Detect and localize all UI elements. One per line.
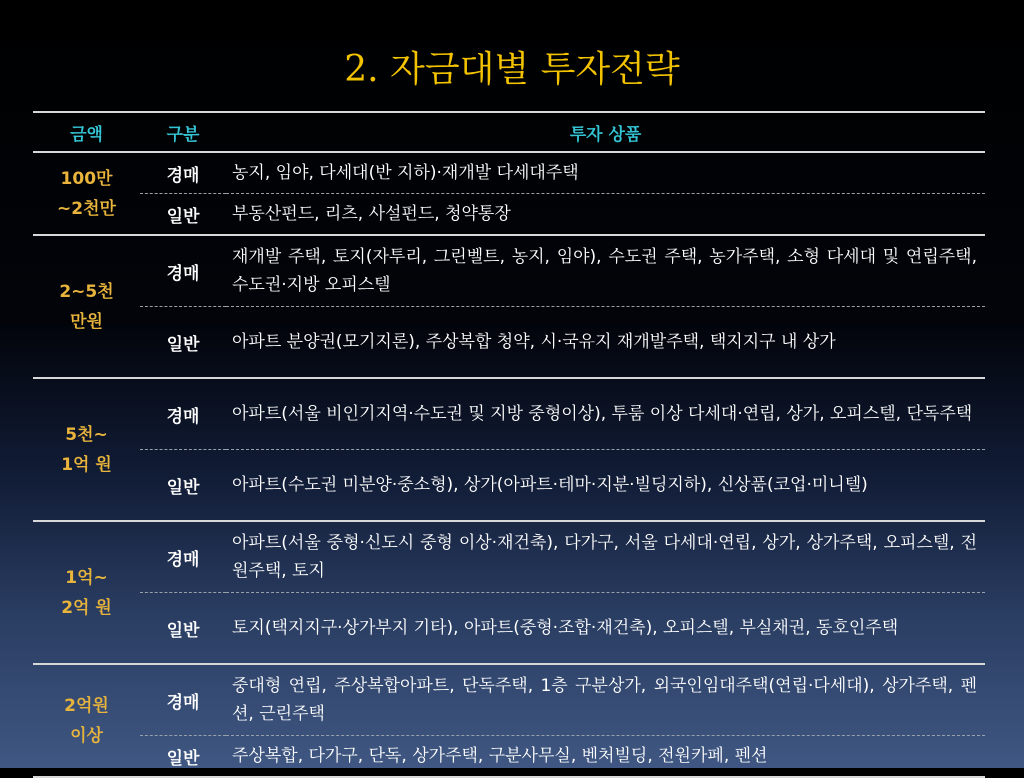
amount-cell bbox=[33, 664, 140, 777]
header-amount: 금액 bbox=[33, 112, 140, 152]
amount-label: 2~5천 만원 bbox=[59, 281, 114, 332]
general-products: 토지(택지지구·상가부지 기타), 아파트(중형·조합·재건축), 오피스텔, 부실채권, 동호인주택 bbox=[226, 593, 985, 665]
table-row bbox=[33, 450, 985, 522]
amount-cell bbox=[33, 235, 140, 378]
type-general: 일반 bbox=[140, 307, 226, 379]
amount-cell bbox=[33, 378, 140, 521]
investment-strategy-table bbox=[33, 111, 985, 778]
general-products: 부동산펀드, 리츠, 사설펀드, 청약통장 bbox=[226, 194, 985, 236]
type-auction: 경매 bbox=[140, 152, 226, 194]
auction-products: 아파트(서울 비인기지역·수도권 및 지방 중형이상), 투룸 이상 다세대·연립, 상가, 오피스텔, 단독주택 bbox=[226, 378, 985, 450]
type-general: 일반 bbox=[140, 194, 226, 236]
auction-products: 아파트(서울 중형·신도시 중형 이상·재건축), 다가구, 서울 다세대·연립, 상가, 상가주택, 오피스텔, 전원주택, 토지 bbox=[226, 521, 985, 593]
table-row bbox=[33, 521, 985, 593]
header-products: 투자 상품 bbox=[226, 112, 985, 152]
auction-products: 농지, 임야, 다세대(반 지하)·재개발 다세대주택 bbox=[226, 152, 985, 194]
table-row bbox=[33, 152, 985, 194]
slide-title: 2. 자금대별 투자전략 bbox=[344, 49, 680, 90]
amount-label: 2억원 이상 bbox=[64, 695, 109, 746]
table-row bbox=[33, 307, 985, 379]
type-auction: 경매 bbox=[140, 664, 226, 736]
type-general: 일반 bbox=[140, 450, 226, 522]
type-auction: 경매 bbox=[140, 521, 226, 593]
amount-cell bbox=[33, 521, 140, 664]
table-row bbox=[33, 593, 985, 665]
general-products: 주상복합, 다가구, 단독, 상가주택, 구분사무실, 벤처빌딩, 전원카페, 펜션 bbox=[226, 736, 985, 778]
auction-products: 중대형 연립, 주상복합아파트, 단독주택, 1층 구분상가, 외국인임대주택(연립·다세대), 상가주택, 펜션, 근린주택 bbox=[226, 664, 985, 736]
table-header-row bbox=[33, 112, 985, 152]
type-auction: 경매 bbox=[140, 378, 226, 450]
type-auction: 경매 bbox=[140, 235, 226, 307]
table-row bbox=[33, 235, 985, 307]
table-row bbox=[33, 664, 985, 736]
table-row bbox=[33, 736, 985, 778]
table-row bbox=[33, 194, 985, 236]
general-products: 아파트(수도권 미분양·중소형), 상가(아파트·테마·지분·빌딩지하), 신상품(코업·미니텔) bbox=[226, 450, 985, 522]
amount-label: 1억~ 2억 원 bbox=[61, 567, 112, 618]
header-type: 구분 bbox=[140, 112, 226, 152]
type-general: 일반 bbox=[140, 593, 226, 665]
amount-label: 5천~ 1억 원 bbox=[61, 424, 112, 475]
amount-cell bbox=[33, 152, 140, 235]
amount-label: 100만 ~2천만 bbox=[57, 168, 116, 219]
type-general: 일반 bbox=[140, 736, 226, 778]
auction-products: 재개발 주택, 토지(자투리, 그린벨트, 농지, 임야), 수도권 주택, 농가주택, 소형 다세대 및 연립주택, 수도권·지방 오피스텔 bbox=[226, 235, 985, 307]
general-products: 아파트 분양권(모기지론), 주상복합 청약, 시·국유지 재개발주택, 택지지구 내 상가 bbox=[226, 307, 985, 379]
table-row bbox=[33, 378, 985, 450]
